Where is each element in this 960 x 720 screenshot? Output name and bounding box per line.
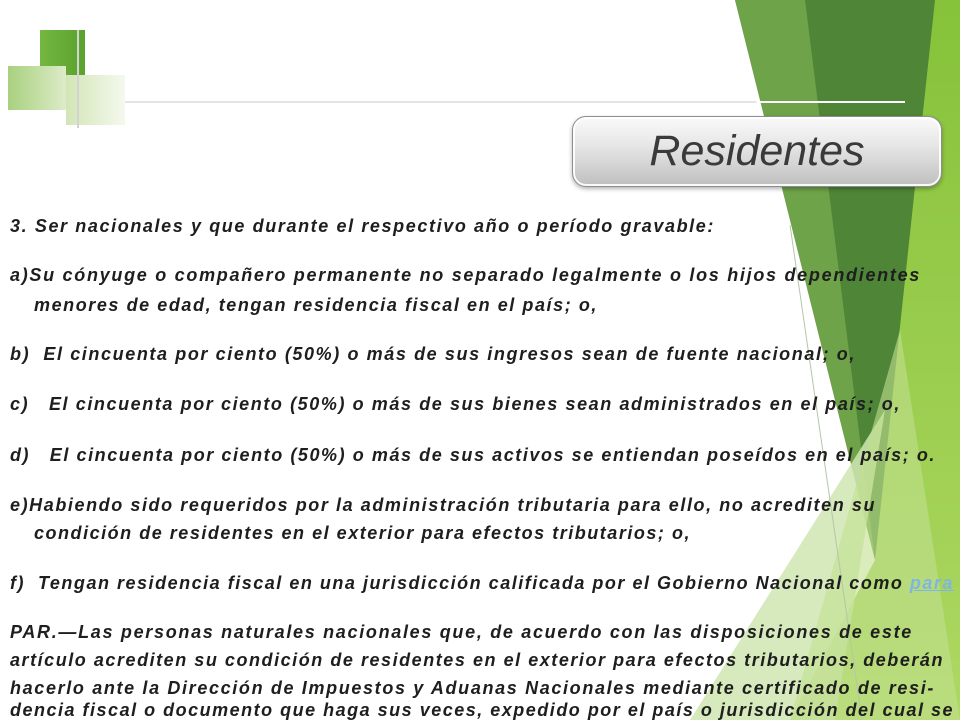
par-line-2: artículo acrediten su condición de residentes en el exterior para efectos tributarios, deberán <box>10 650 944 670</box>
header-rule <box>80 101 905 103</box>
corner-square-light <box>8 66 66 110</box>
item-a-line-2: menores de edad, tengan residencia fiscal en el país; o, <box>34 295 598 315</box>
item-b-text: b) El cincuenta por ciento (50%) o más de sus ingresos sean de fuente nacional; o, <box>10 344 856 364</box>
item-d-text: d) El cincuenta por ciento (50%) o más de sus activos se entiendan poseídos en el país; o. <box>10 445 936 465</box>
par-line-1: PAR.—Las personas naturales nacionales que, de acuerdo con las disposiciones de este <box>10 622 913 642</box>
par-line-3: hacerlo ante la Dirección de Impuestos y Aduanas Nacionales mediante certificado de resi- <box>10 678 936 698</box>
par-line-4: dencia fiscal o documento que haga sus veces, expedido por el país o jurisdicción del cual se <box>10 700 955 720</box>
item-c-text: c) El cincuenta por ciento (50%) o más de sus bienes sean administrados en el país; o, <box>10 394 901 414</box>
slide-title: Residentes <box>649 127 865 175</box>
item-e-line-1: e)Habiendo sido requeridos por la administración tributaria para ello, no acrediten su <box>10 495 877 515</box>
corner-vertical-rule <box>77 30 79 128</box>
corner-square-pale <box>66 75 125 125</box>
item-3-heading: 3. Ser nacionales y que durante el respectivo año o período gravable: <box>10 216 715 236</box>
item-a-line-1: a)Su cónyuge o compañero permanente no separado legalmente o los hijos dependientes <box>10 265 922 285</box>
item-e-line-2: condición de residentes en el exterior para efectos tributarios; o, <box>34 523 691 543</box>
title-box <box>572 116 942 187</box>
para-link[interactable]: para <box>909 573 954 593</box>
item-f-text: f) Tengan residencia fiscal en una jurisdicción calificada por el Gobierno Nacional como <box>10 573 904 593</box>
item-f-line <box>10 573 954 593</box>
